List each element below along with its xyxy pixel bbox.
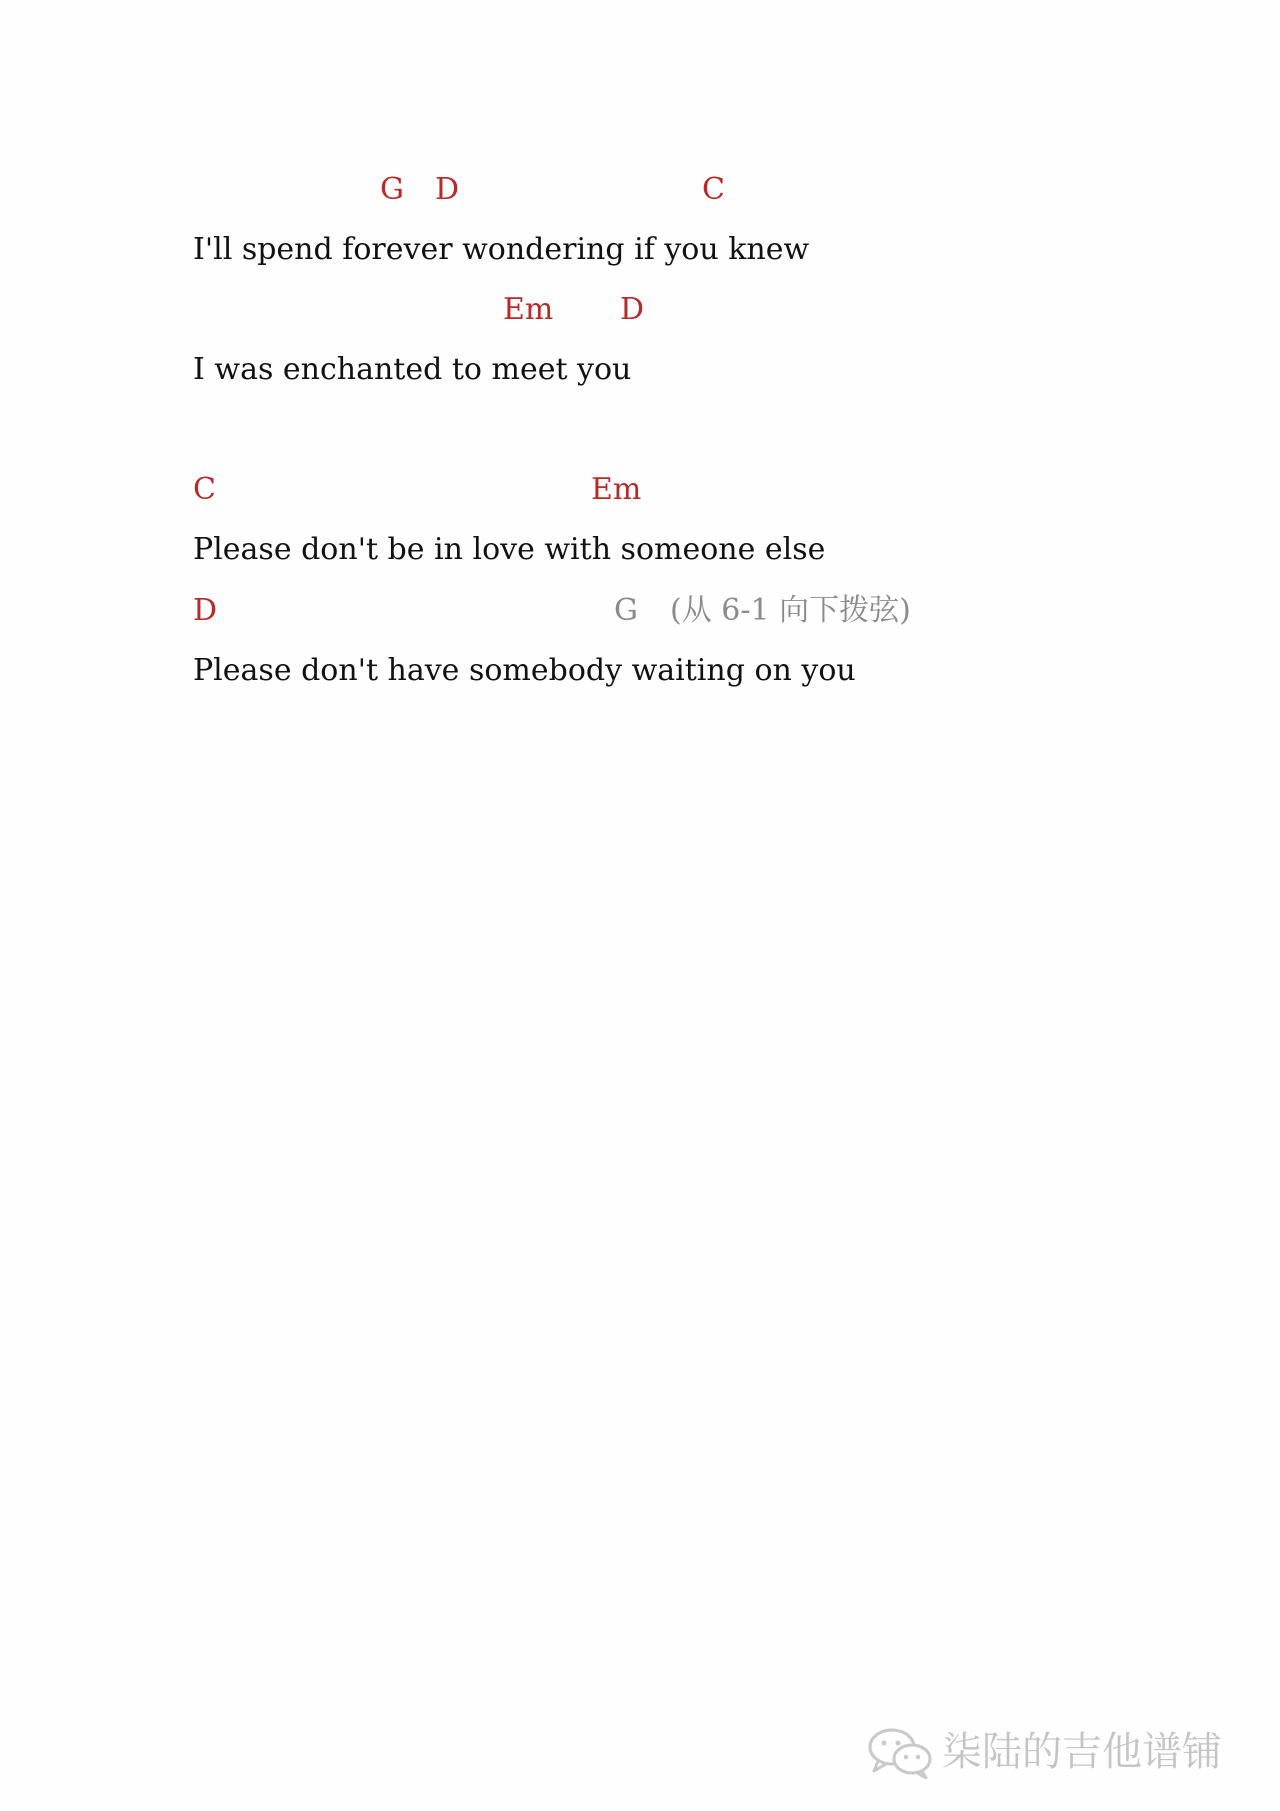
lyric-line-1: I'll spend forever wondering if you knew xyxy=(193,232,810,267)
chord-c: C xyxy=(702,172,725,207)
chord-d: D xyxy=(620,292,645,327)
watermark-text: 柒陆的吉他谱铺 xyxy=(942,1729,1222,1775)
watermark xyxy=(866,1722,1222,1782)
chord-c: C xyxy=(193,472,216,507)
strum-annotation: (从 6-1 向下拨弦) xyxy=(670,593,911,628)
wechat-icon xyxy=(866,1725,934,1779)
chord-em: Em xyxy=(591,472,642,507)
chord-d: D xyxy=(193,593,218,628)
lyric-line-2: I was enchanted to meet you xyxy=(193,352,632,387)
lyric-line-3: Please don't be in love with someone else xyxy=(193,532,826,567)
lyric-line-4: Please don't have somebody waiting on you xyxy=(193,653,856,688)
chord-d: D xyxy=(435,172,460,207)
chord-em: Em xyxy=(503,292,554,327)
chord-g: G xyxy=(380,172,404,207)
chord-g: G xyxy=(614,593,638,628)
